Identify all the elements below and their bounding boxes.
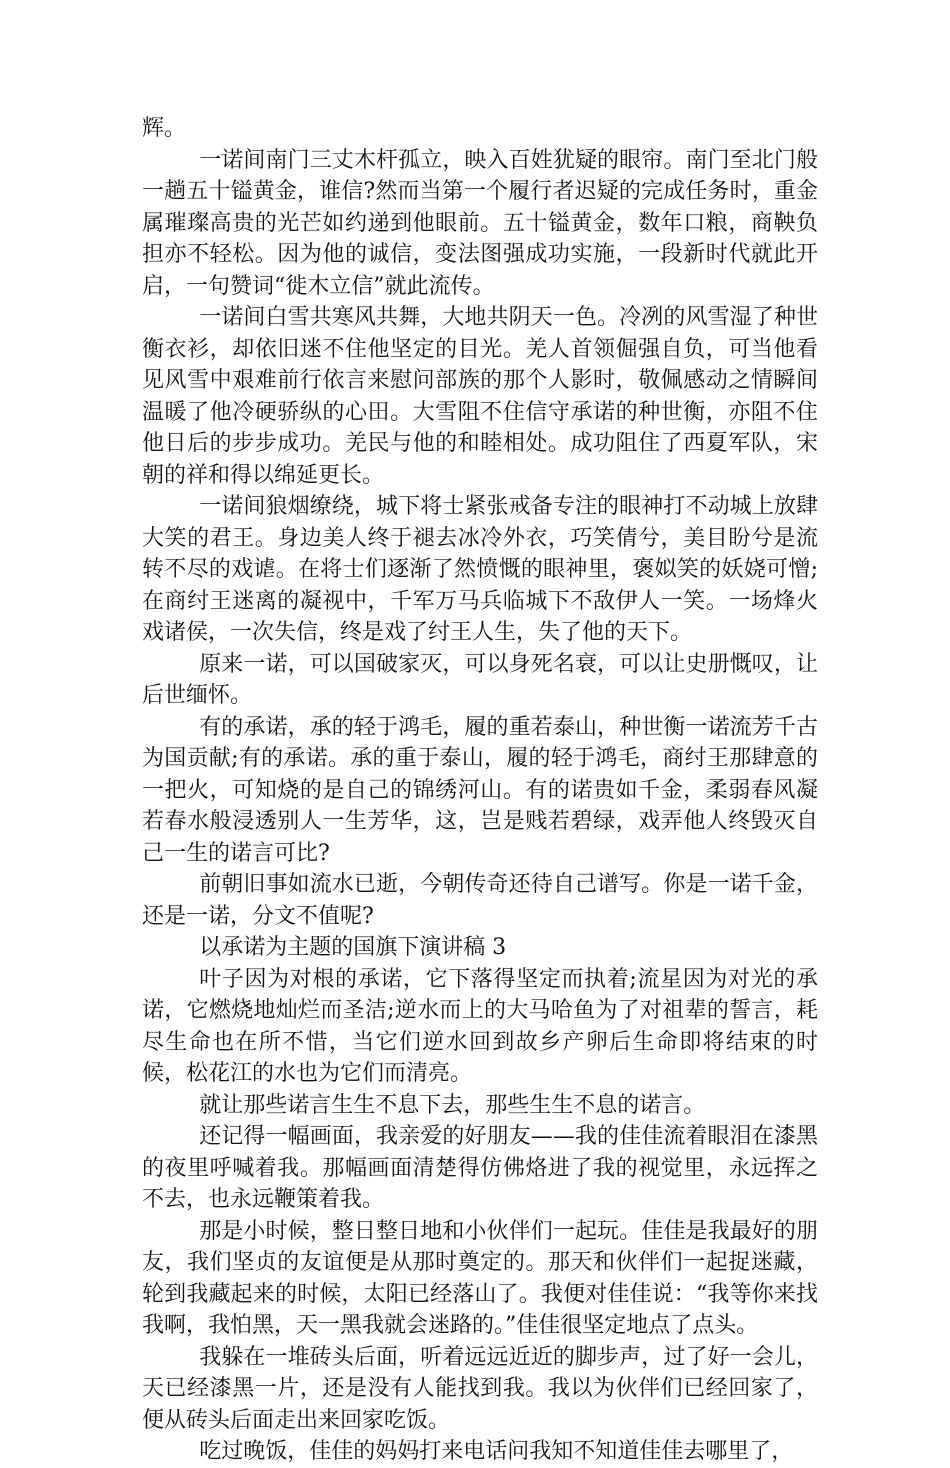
paragraph: 吃过晚饭，佳佳的妈妈打来电话问我知不知道佳佳去哪里了，: [199, 1439, 794, 1464]
paragraph-continuation: 辉。: [142, 116, 187, 141]
paragraph: 叶子因为对根的承诺，它下落得坚定而执着;流星因为对光的承诺，它燃烧地灿烂而圣洁;逆水而上的大马哈鱼为了对祖辈的誓言，耗尽生命也在所不惜，当它们逆水回到故乡产卵后生命即将结束的时候，松花江的水也为它们而清亮。: [142, 966, 818, 1086]
paragraph: 还记得一幅画面，我亲爱的好朋友——我的佳佳流着眼泪在漆黑的夜里呼喊着我。那幅画面清楚得仿佛烙进了我的视觉里，永远挥之不去，也永远鞭策着我。: [142, 1124, 818, 1212]
document-body: [142, 113, 818, 1468]
paragraph: 一诺间南门三丈木杆孤立，映入百姓犹疑的眼帘。南门至北门般一趟五十镒黄金，谁信?然而当第一个履行者迟疑的完成任务时，重金属璀璨高贵的光芒如约递到他眼前。五十镒黄金，数年口粮，商鞅负担亦不轻松。因为他的诚信，变法图强成功实施，一段新时代就此开启，一句赞词“徙木立信”就此流传。: [142, 147, 818, 299]
paragraph: 那是小时候，整日整日地和小伙伴们一起玩。佳佳是我最好的朋友，我们坚贞的友谊便是从那时奠定的。那天和伙伴们一起捉迷藏，轮到我藏起来的时候，太阳已经落山了。我便对佳佳说：“我等你来找我啊，我怕黑，天一黑我就会迷路的。”佳佳很坚定地点了点头。: [142, 1218, 818, 1338]
paragraph: 原来一诺，可以国破家灭，可以身死名衰，可以让史册慨叹，让后世缅怀。: [142, 651, 818, 708]
paragraph: 就让那些诺言生生不息下去，那些生生不息的诺言。: [199, 1092, 706, 1118]
paragraph: 有的承诺，承的轻于鸿毛，履的重若泰山，种世衡一诺流芳千古为国贡献;有的承诺。承的重于泰山，履的轻于鸿毛，商纣王那肆意的一把火，可知烧的是自己的锦绣河山。有的诺贵如千金，柔弱春风凝若春水般浸透别人一生芳华，这，岂是贱若碧绿，戏弄他人终毁灭自己一生的诺言可比?: [142, 714, 818, 866]
paragraph: 一诺间狼烟缭绕，城下将士紧张戒备专注的眼神打不动城上放肆大笑的君王。身边美人终于褪去冰冷外衣，巧笑倩兮，美目盼兮是流转不尽的戏谑。在将士们逐渐了然愤慨的眼神里，褒姒笑的妖娆可憎;在商纣王迷离的凝视中，千军万马兵临城下不敌伊人一笑。一场烽火戏诸侯，一次失信，终是戏了纣王人生，失了他的天下。: [142, 494, 818, 645]
paragraph: 我躲在一堆砖头后面，听着远远近近的脚步声，过了好一会儿，天已经漆黑一片，还是没有人能找到我。我以为伙伴们已经回家了，便从砖头后面走出来回家吃饭。: [142, 1344, 818, 1433]
paragraph: 一诺间白雪共寒风共舞，大地共阴天一色。冷冽的风雪湿了种世衡衣衫，却依旧迷不住他坚定的目光。羌人首领倔强自负，可当他看见风雪中艰难前行依言来慰问部族的那个人影时，敬佩感动之情瞬间温暖了他冷硬骄纵的心田。大雪阻不住信守承诺的种世衡，亦阻不住他日后的步步成功。羌民与他的和睦相处。成功阻住了西夏军队，宋朝的祥和得以绵延更长。: [142, 305, 818, 488]
paragraph: 前朝旧事如流水已逝，今朝传奇还待自己谱写。你是一诺千金，还是一诺，分文不值呢?: [142, 872, 818, 929]
section-heading: 以承诺为主题的国旗下演讲稿 3: [199, 935, 507, 960]
